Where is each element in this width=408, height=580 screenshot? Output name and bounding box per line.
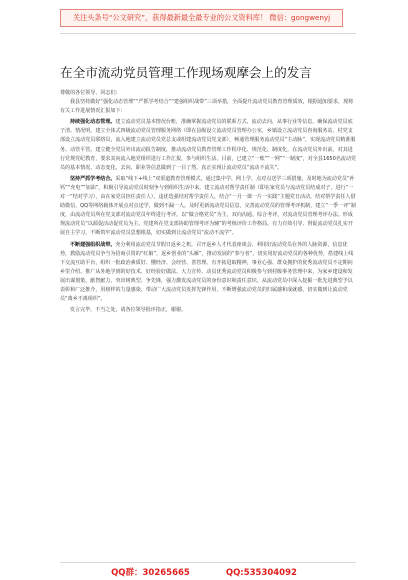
closing-paragraph: 发言完毕，不当之处，请各位领导批评指正，谢谢。 [70, 307, 187, 314]
greeting: 尊敬的各位领导、同志们： [60, 90, 121, 96]
section-paragraph [60, 118, 356, 173]
header-divider [60, 33, 356, 34]
section-body: 采取“线下+线上”双渠道教育管理模式，通过集中学、网上学、点对点送学三项措施，及时地为流动党员“补钙”“充电”“加油”，积极引导流动党员时刻争与到组织生活中来。建立流动对帮学责任制（即在家党员与流动党员结成对子，进行“一对一”结对学习），由在家党员担任责任人），违优选强结对帮学责任人，结合“一月一课一片一实践”主题党日活动，结对帮学责任人借助微信、QQ等网络载体开展点对点送学，做到不漏一人。及时更新流动党员信息，完善流动党员的管理考评机制，建立“一季一评”制度，由流动党员所在党支部对流动党员年终进行考评。以“做合格党员”为主，双向沟通、综合考评，对流动党员管理考评办法。形成规流动党员“以源促活动促党员为主、党建所在党支部协助管理考评为辅”的考核评价工作格局。有力有效引导、督促流动党员扎实开展自主学习，不断筑牢流动党员思想根基，切实做到让流动党员“流动不流学”。 [60, 175, 356, 237]
banner-text: 关注头条号“公文研究”，获得最新最全最专业的公文资料库！ 微信：gongwenyj [72, 13, 331, 22]
top-banner [60, 9, 343, 27]
section-body: 充分利用流动党员节假日返乡之机，召开返乡人才代表座谈会、利用好流动党员在外的人脉资源，信息优势，教励流动党员争当为招商引资的“红娘”，返乡创业的“头雁”，推动发展的“参与者”，切实用好流动党员的各种优势，搭建线上线下交流互助平台，组织一批政治素质好、懂经济、会经营、善管理、有开拓进取精神，事业心强、群众拥护的优秀流动党员不定期向乡里介绍、推广从外地学到的好技术、好经验好做法、大力宣传、动员优秀流动党员积极参与到村级事务管理中来，为家乡建设和发展出谋划策、献智献力，突出树典型、争先锋，强力激发流动党员的身份意识和责任意识，从流动党员中深入挖掘一批先进典型予以表彰和广泛推介，用榜样的力量感染、带动广大流动党员发挥先锋作用，不断增强流动党员的归属感和成就感，切实做到让流动党员“离乡不离组织”。 [60, 241, 354, 303]
section-body: 建立流动党员基本情况台账，准确掌握流动党员的联系方式、流动去向、从事行业等信息，确保流动党员底子清、情况明。建立全体式四级流动党员管理服务网络（即在县级设立流动党员管理办公室，乡镇设立流动党员咨询服务站，村党支部设立流动党员联络员，流入地建立流动党员党总支或组建流动党员党支部），畅通管理服务流动党员“主动脉”，实现流动党员精准服务、动管平管。建立健全党员外出流动报告制度，推动流动党员教育管理工作程序化、规范化、制度化，在流动党员外出前，对其进行党规党纪教育，要求其向流入地党组织进行工作汇报，参与组织生活。目前，已建立“一账”“一网”“一制度”，对全县1650名流动党员的基本情况、动态变化、去向、职业等信息做到了一目了然，真正实现让流动党员“流动不流失”。 [60, 119, 357, 171]
footer [0, 566, 408, 578]
footer-divider [60, 562, 356, 563]
section-paragraph [60, 241, 356, 305]
section-paragraph [60, 175, 356, 239]
intro-paragraph: 我县坚持做好“强化动态管理”“严抓学考结合”“建强组织战带”三项举措，全面提升流动党员教育管理质效，根据通知要求，现将有关工作进展情况汇报如下： [60, 99, 354, 115]
footer-qq-group: QQ群：30265665 [111, 568, 190, 578]
section-heading: 持续强化动态管理。 [70, 119, 116, 126]
footer-qq: QQ:535304092 [225, 568, 297, 578]
page-title: 在全市流动党员管理工作现场观摩会上的发言 [60, 65, 312, 80]
section-heading: 坚持严抓学考结合。 [70, 175, 116, 182]
document-body [60, 89, 356, 315]
section-heading: 不断建强组织战带。 [70, 241, 116, 248]
